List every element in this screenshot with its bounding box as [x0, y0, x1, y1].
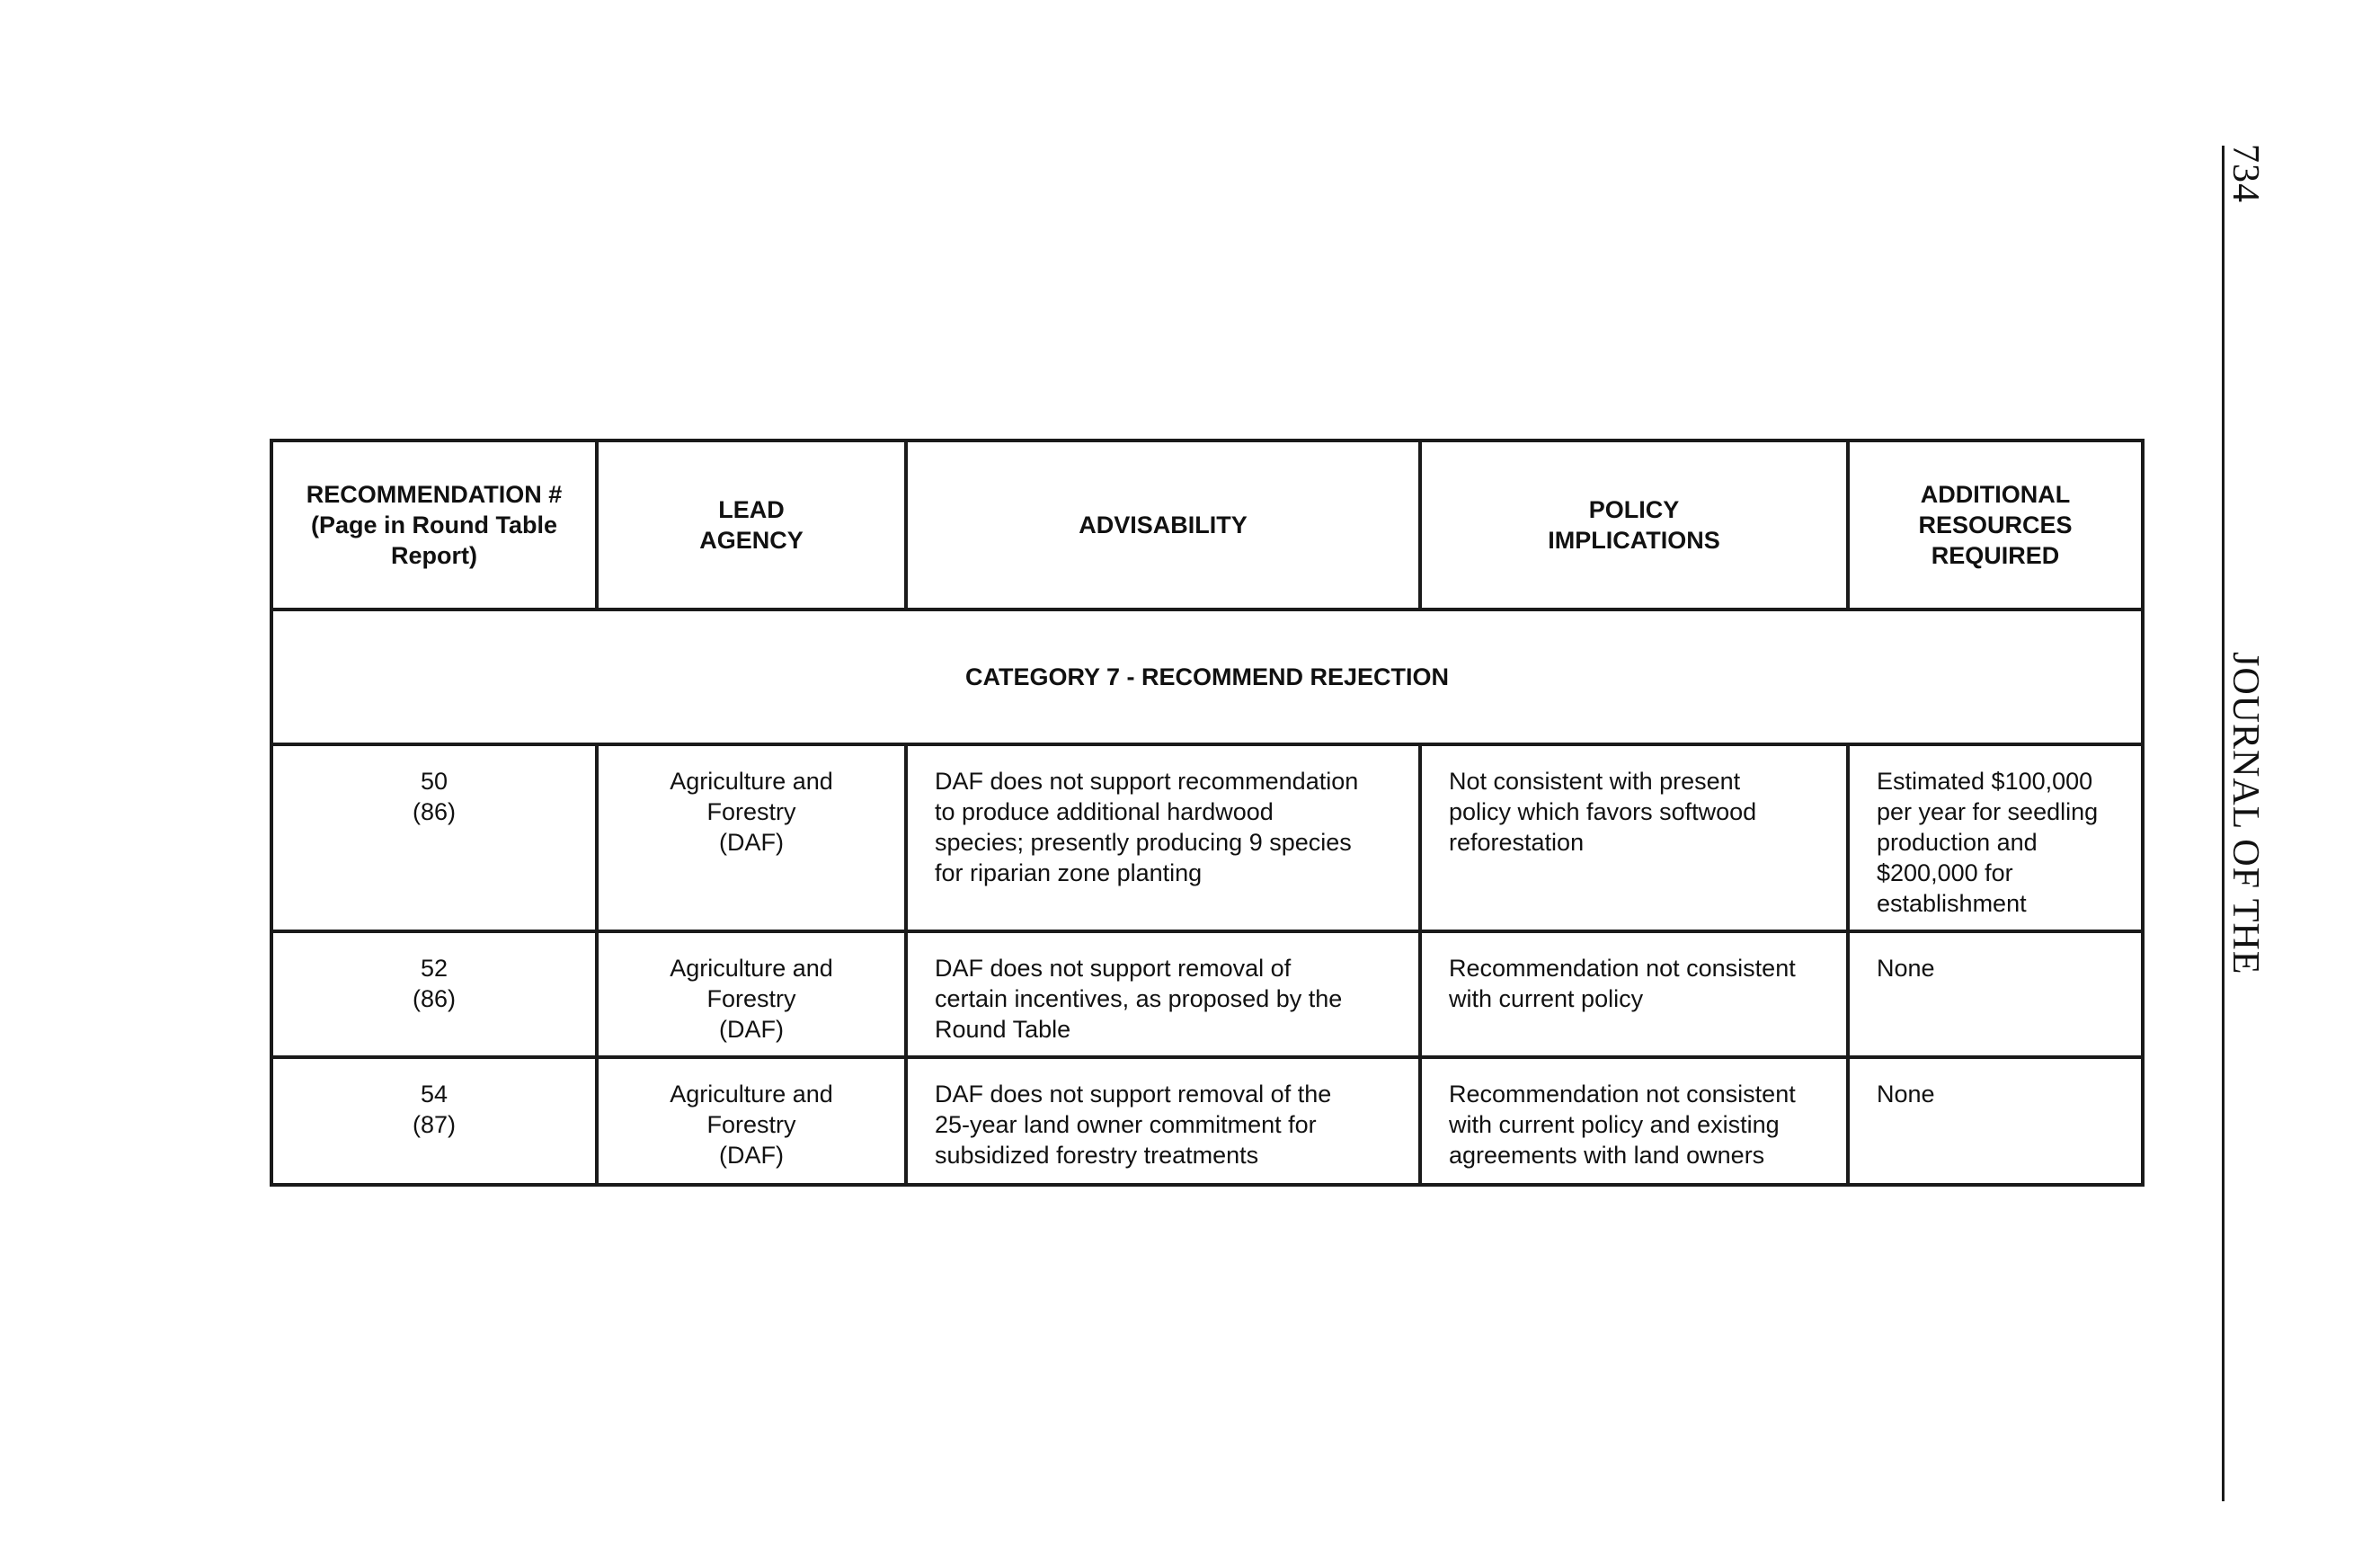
recommendation-number-cell: [271, 931, 597, 1057]
header-text-line: POLICY: [1588, 496, 1680, 523]
header-policy-implications: [1420, 440, 1848, 609]
cell-line: 25-year land owner commitment for: [935, 1111, 1317, 1138]
header-text-line: AGENCY: [699, 527, 804, 554]
header-text-line: Report): [391, 542, 477, 569]
cell-line: establishment: [1877, 890, 2027, 917]
report-page: (86): [412, 985, 456, 1012]
cell-line: (DAF): [719, 1016, 784, 1043]
header-text-line: (Page in Round Table: [310, 512, 557, 538]
cell-line: certain incentives, as proposed by the: [935, 985, 1343, 1012]
recommendation-number-cell: [271, 744, 597, 931]
report-page: (86): [412, 798, 456, 825]
cell-line: Recommendation not consistent: [1449, 1081, 1796, 1108]
cell-line: $200,000 for: [1877, 859, 2013, 886]
cell-line: with current policy and existing: [1449, 1111, 1780, 1138]
cell-line: policy which favors softwood: [1449, 798, 1757, 825]
cell-line: (DAF): [719, 1142, 784, 1169]
table-body: [271, 609, 2143, 1185]
header-additional-resources: [1848, 440, 2143, 609]
table-header: [271, 440, 2143, 609]
additional-resources-cell: [1848, 1057, 2143, 1185]
header-text-line: REQUIRED: [1931, 542, 2060, 569]
cell-line: DAF does not support removal of the: [935, 1081, 1332, 1108]
cell-line: None: [1877, 955, 1935, 982]
table-row: [271, 931, 2143, 1057]
cell-line: agreements with land owners: [1449, 1142, 1765, 1169]
lead-agency-cell: [597, 1057, 906, 1185]
header-row: [271, 440, 2143, 609]
recommendation-number: 54: [420, 1081, 448, 1108]
advisability-cell: [906, 931, 1420, 1057]
cell-line: reforestation: [1449, 829, 1585, 856]
additional-resources-cell: [1848, 744, 2143, 931]
header-advisability: [906, 440, 1420, 609]
policy-implications-cell: [1420, 931, 1848, 1057]
page-number: 734: [2225, 144, 2266, 203]
cell-line: per year for seedling: [1877, 798, 2099, 825]
category-heading: CATEGORY 7 - RECOMMEND REJECTION: [271, 609, 2143, 744]
cell-line: Recommendation not consistent: [1449, 955, 1796, 982]
recommendation-number: 52: [420, 955, 448, 982]
category-row: [271, 609, 2143, 744]
lead-agency-cell: [597, 931, 906, 1057]
advisability-cell: [906, 1057, 1420, 1185]
journal-title: JOURNAL OF THE: [2225, 652, 2266, 975]
recommendation-number: 50: [420, 768, 448, 795]
cell-line: DAF does not support removal of: [935, 955, 1292, 982]
cell-line: None: [1877, 1081, 1935, 1108]
advisability-cell: [906, 744, 1420, 931]
cell-line: Forestry: [706, 1111, 796, 1138]
cell-line: Forestry: [706, 798, 796, 825]
cell-line: Round Table: [935, 1016, 1071, 1043]
table-row: [271, 1057, 2143, 1185]
header-text-line: RECOMMENDATION #: [306, 481, 563, 508]
recommendation-number-cell: [271, 1057, 597, 1185]
running-head: [2225, 144, 2267, 1043]
cell-line: to produce additional hardwood: [935, 798, 1274, 825]
cell-line: Not consistent with present: [1449, 768, 1741, 795]
cell-line: Agriculture and: [670, 768, 833, 795]
header-text-line: LEAD: [718, 496, 785, 523]
report-page: (87): [412, 1111, 456, 1138]
cell-line: Forestry: [706, 985, 796, 1012]
table-row: [271, 744, 2143, 931]
cell-line: Estimated $100,000: [1877, 768, 2093, 795]
header-text-line: ADVISABILITY: [1079, 512, 1248, 538]
recommendations-table: [270, 439, 2145, 1187]
cell-line: species; presently producing 9 species: [935, 829, 1352, 856]
cell-line: with current policy: [1449, 985, 1644, 1012]
cell-line: (DAF): [719, 829, 784, 856]
additional-resources-cell: [1848, 931, 2143, 1057]
header-text-line: ADDITIONAL: [1920, 481, 2071, 508]
cell-line: for riparian zone planting: [935, 859, 1203, 886]
header-lead-agency: [597, 440, 906, 609]
policy-implications-cell: [1420, 744, 1848, 931]
lead-agency-cell: [597, 744, 906, 931]
cell-line: production and: [1877, 829, 2038, 856]
cell-line: DAF does not support recommendation: [935, 768, 1359, 795]
header-text-line: RESOURCES: [1918, 512, 2073, 538]
policy-implications-cell: [1420, 1057, 1848, 1185]
cell-line: Agriculture and: [670, 955, 833, 982]
header-recommendation: [271, 440, 597, 609]
cell-line: subsidized forestry treatments: [935, 1142, 1259, 1169]
header-text-line: IMPLICATIONS: [1548, 527, 1720, 554]
cell-line: Agriculture and: [670, 1081, 833, 1108]
